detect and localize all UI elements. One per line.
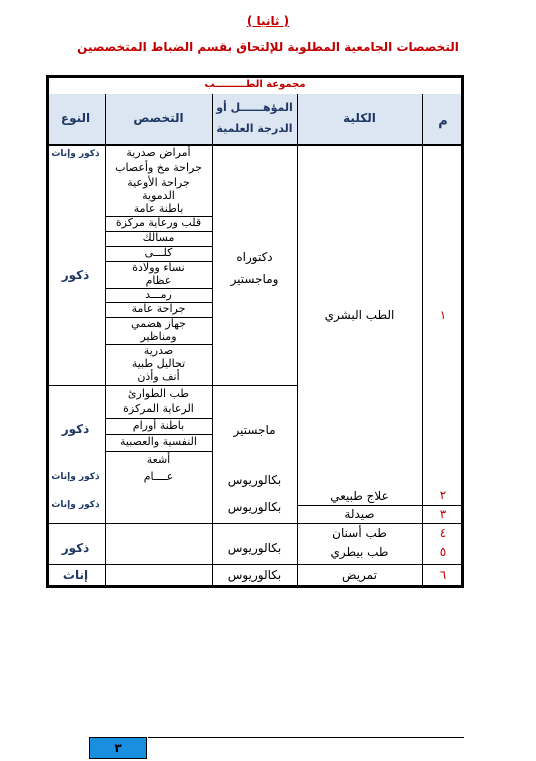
group-title: مجموعة الطـــــــــب [204, 79, 306, 90]
header-specialty: التخصص [133, 111, 184, 125]
row1-degree-line2: وماجستير [230, 272, 279, 286]
footer-line [148, 737, 464, 738]
row3-degree: بكالوريوس [227, 500, 282, 514]
spec2-6: عــــام [143, 470, 174, 483]
header-num: م [438, 114, 448, 129]
spec-10: عظام [145, 274, 172, 287]
row1-college: الطب البشري [324, 308, 395, 322]
row1-degree-line1: دكتوراه [236, 250, 273, 264]
page-title: التخصصات الجامعية المطلوبة للإلتحاق بقسم الضباط المتخصصين [77, 40, 459, 54]
header-degree-line2: الدرجة العلمية [216, 122, 293, 135]
spec-8: كلـــى [144, 246, 173, 259]
spec-2: جراحة مخ وأعصاب [115, 161, 202, 174]
row2-college: علاج طبيعي [330, 489, 389, 503]
spec2-1: طب الطوارئ [127, 387, 190, 400]
row3-gender: ذكور وإناث [51, 500, 100, 510]
spec-15: صدرية [143, 344, 174, 357]
row45-degree: بكالوريوس [227, 541, 282, 555]
spec2-5: أشعة [146, 453, 171, 466]
page-number: ٣ [89, 737, 147, 759]
row6-gender: إناث [62, 568, 89, 582]
row2-num: ٢ [439, 488, 447, 502]
row5-college: طب بيطري [330, 545, 389, 559]
row2-degree: بكالوريوس [227, 473, 282, 487]
spec-13: جهاز هضمي [131, 317, 186, 330]
row3-college: صيدلة [344, 507, 375, 521]
row1-gender-main: ذكور [61, 268, 90, 282]
row45-gender: ذكور [61, 541, 90, 555]
spec2-4: النفسية والعصبية [120, 435, 197, 448]
spec-16: تحاليل طبية [131, 357, 186, 370]
spec-14: ومناظير [140, 330, 177, 343]
header-college: الكلية [343, 111, 376, 125]
spec-11: رمـــد [145, 288, 172, 301]
spec-9: نساء وولادة [132, 261, 185, 274]
row1-gender-top: ذكور وإناث [51, 149, 100, 159]
section2-gender: ذكور [61, 422, 90, 436]
spec-3: جراحة الأوعية [127, 176, 190, 189]
row4-college: طب أسنان [332, 526, 387, 540]
row3-top-border [297, 505, 464, 506]
row5-num: ٥ [439, 545, 447, 559]
spec2-3: باطنة أورام [132, 419, 185, 432]
spec-17: أنف وأذن [137, 370, 180, 383]
row45-top-border [46, 523, 464, 524]
spec-5: باطنة عامة [133, 202, 184, 215]
row4-num: ٤ [439, 526, 447, 540]
spec-divider [105, 451, 212, 452]
spec-7: مسالك [142, 231, 175, 244]
spec-6: قلب ورعاية مركزة [115, 216, 202, 229]
spec-12: جراحة عامة [131, 302, 186, 315]
row6-num: ٦ [439, 568, 447, 582]
spec-1: أمراض صدرية [126, 146, 191, 159]
row6-college: تمريض [342, 568, 377, 582]
header-degree-line1: المؤهــــــل أو [216, 101, 293, 114]
section-label: ( ثانيا ) [246, 14, 290, 28]
row1-num: ١ [439, 308, 447, 322]
section2-top-border [46, 385, 297, 386]
row6-degree: بكالوريوس [227, 568, 282, 582]
row6-top-border [46, 564, 464, 565]
spec2-2: الرعاية المركزة [123, 402, 194, 415]
row2-gender: ذكور وإناث [51, 472, 100, 482]
row3-num: ٣ [439, 507, 447, 521]
header-gender: النوع [60, 111, 91, 125]
section2-degree: ماجستير [233, 423, 276, 437]
spec-4: الدموية [142, 189, 175, 202]
